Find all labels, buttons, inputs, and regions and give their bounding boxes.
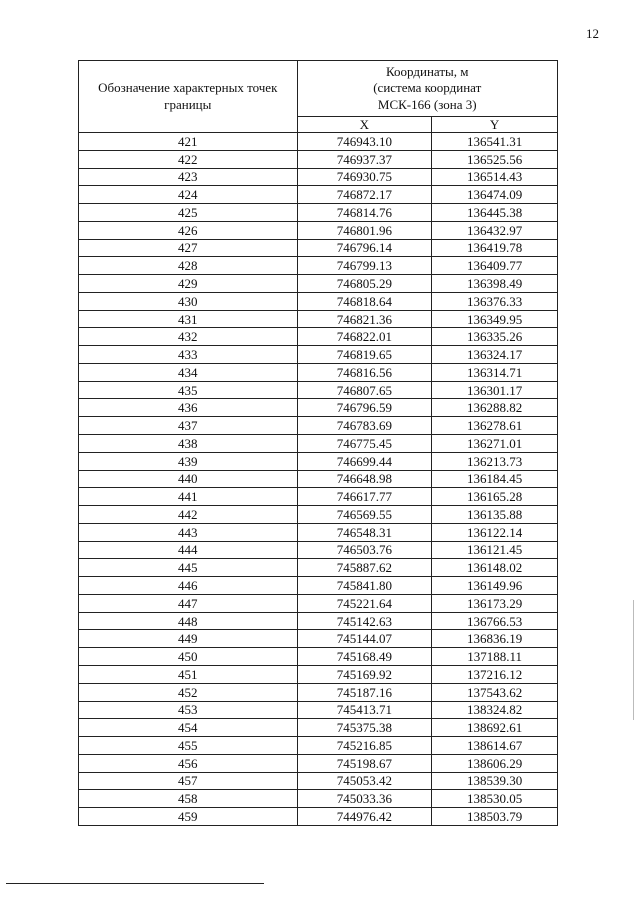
y-coordinate-cell: 136324.17	[432, 346, 558, 364]
x-coordinate-cell: 746805.29	[297, 275, 432, 293]
x-coordinate-cell: 745168.49	[297, 648, 432, 666]
point-number-cell: 425	[79, 204, 298, 222]
y-coordinate-cell: 136766.53	[432, 612, 558, 630]
point-number-cell: 459	[79, 808, 298, 826]
table-row	[79, 808, 558, 826]
table-row	[79, 488, 558, 506]
x-coordinate-cell: 745887.62	[297, 559, 432, 577]
point-number-cell: 432	[79, 328, 298, 346]
y-coordinate-cell: 137216.12	[432, 665, 558, 683]
header-x: X	[297, 117, 432, 133]
header-point-designation-text: Обозначение характерных точек границы	[98, 80, 278, 112]
y-coordinate-cell: 137543.62	[432, 683, 558, 701]
table-row	[79, 204, 558, 222]
y-coordinate-cell: 136474.09	[432, 186, 558, 204]
table-row	[79, 239, 558, 257]
y-coordinate-cell: 136122.14	[432, 523, 558, 541]
y-coordinate-cell: 136445.38	[432, 204, 558, 222]
table-row	[79, 790, 558, 808]
header-coords-line2: (система координат	[373, 80, 482, 96]
table-row	[79, 399, 558, 417]
x-coordinate-cell: 745187.16	[297, 683, 432, 701]
y-coordinate-cell: 138692.61	[432, 719, 558, 737]
x-coordinate-cell: 745221.64	[297, 594, 432, 612]
y-coordinate-cell: 138614.67	[432, 737, 558, 755]
y-coordinate-cell: 136409.77	[432, 257, 558, 275]
x-coordinate-cell: 746816.56	[297, 363, 432, 381]
table-row	[79, 701, 558, 719]
y-coordinate-cell: 136165.28	[432, 488, 558, 506]
table-row	[79, 221, 558, 239]
x-coordinate-cell: 745216.85	[297, 737, 432, 755]
point-number-cell: 458	[79, 790, 298, 808]
table-row	[79, 577, 558, 595]
scan-edge-line	[633, 600, 634, 720]
point-number-cell: 456	[79, 754, 298, 772]
x-coordinate-cell: 746822.01	[297, 328, 432, 346]
x-coordinate-cell: 745413.71	[297, 701, 432, 719]
y-coordinate-cell: 136525.56	[432, 150, 558, 168]
y-coordinate-cell: 136314.71	[432, 363, 558, 381]
point-number-cell: 423	[79, 168, 298, 186]
table-row	[79, 186, 558, 204]
point-number-cell: 444	[79, 541, 298, 559]
header-coords-line3: МСК-166 (зона 3)	[377, 96, 477, 112]
point-number-cell: 436	[79, 399, 298, 417]
x-coordinate-cell: 746818.64	[297, 292, 432, 310]
x-coordinate-cell: 745144.07	[297, 630, 432, 648]
y-coordinate-cell: 138503.79	[432, 808, 558, 826]
table-row	[79, 772, 558, 790]
y-coordinate-cell: 136149.96	[432, 577, 558, 595]
point-number-cell: 454	[79, 719, 298, 737]
x-coordinate-cell: 746937.37	[297, 150, 432, 168]
point-number-cell: 429	[79, 275, 298, 293]
point-number-cell: 439	[79, 452, 298, 470]
table-row	[79, 665, 558, 683]
y-coordinate-cell: 138606.29	[432, 754, 558, 772]
header-coordinates	[297, 61, 558, 117]
table-row	[79, 310, 558, 328]
point-number-cell: 447	[79, 594, 298, 612]
point-number-cell: 441	[79, 488, 298, 506]
point-number-cell: 445	[79, 559, 298, 577]
x-coordinate-cell: 745841.80	[297, 577, 432, 595]
point-number-cell: 452	[79, 683, 298, 701]
point-number-cell: 424	[79, 186, 298, 204]
x-coordinate-cell: 745198.67	[297, 754, 432, 772]
x-coordinate-cell: 746783.69	[297, 417, 432, 435]
table-row	[79, 754, 558, 772]
table-row	[79, 150, 558, 168]
table-row	[79, 168, 558, 186]
y-coordinate-cell: 136278.61	[432, 417, 558, 435]
point-number-cell: 443	[79, 523, 298, 541]
y-coordinate-cell: 136836.19	[432, 630, 558, 648]
x-coordinate-cell: 746699.44	[297, 452, 432, 470]
x-coordinate-cell: 746775.45	[297, 435, 432, 453]
y-coordinate-cell: 136432.97	[432, 221, 558, 239]
x-coordinate-cell: 746648.98	[297, 470, 432, 488]
point-number-cell: 428	[79, 257, 298, 275]
point-number-cell: 442	[79, 506, 298, 524]
x-coordinate-cell: 746821.36	[297, 310, 432, 328]
footnote-rule	[6, 883, 264, 884]
point-number-cell: 431	[79, 310, 298, 328]
x-coordinate-cell: 746617.77	[297, 488, 432, 506]
point-number-cell: 451	[79, 665, 298, 683]
page-number: 12	[586, 26, 599, 41]
table-row	[79, 452, 558, 470]
y-coordinate-cell: 136335.26	[432, 328, 558, 346]
point-number-cell: 421	[79, 133, 298, 151]
point-number-cell: 426	[79, 221, 298, 239]
y-coordinate-cell: 136213.73	[432, 452, 558, 470]
table-row	[79, 363, 558, 381]
x-coordinate-cell: 746807.65	[297, 381, 432, 399]
y-coordinate-cell: 136398.49	[432, 275, 558, 293]
y-coordinate-cell: 136288.82	[432, 399, 558, 417]
x-coordinate-cell: 746796.59	[297, 399, 432, 417]
table-row	[79, 506, 558, 524]
table-row	[79, 612, 558, 630]
table-row	[79, 719, 558, 737]
table-row	[79, 346, 558, 364]
y-coordinate-cell: 136514.43	[432, 168, 558, 186]
y-coordinate-cell: 138324.82	[432, 701, 558, 719]
table-row	[79, 541, 558, 559]
point-number-cell: 422	[79, 150, 298, 168]
header-coords-line1: Координаты, м	[386, 64, 469, 80]
x-coordinate-cell: 745053.42	[297, 772, 432, 790]
point-number-cell: 453	[79, 701, 298, 719]
point-number-cell: 449	[79, 630, 298, 648]
x-coordinate-cell: 745142.63	[297, 612, 432, 630]
table-body	[79, 133, 558, 826]
point-number-cell: 435	[79, 381, 298, 399]
header-point-designation	[79, 61, 298, 133]
y-coordinate-cell: 137188.11	[432, 648, 558, 666]
table-row	[79, 257, 558, 275]
point-number-cell: 446	[79, 577, 298, 595]
table-row	[79, 683, 558, 701]
y-coordinate-cell: 136148.02	[432, 559, 558, 577]
x-coordinate-cell: 746799.13	[297, 257, 432, 275]
x-coordinate-cell: 746872.17	[297, 186, 432, 204]
point-number-cell: 457	[79, 772, 298, 790]
x-coordinate-cell: 746548.31	[297, 523, 432, 541]
table-row	[79, 470, 558, 488]
table-row	[79, 417, 558, 435]
point-number-cell: 438	[79, 435, 298, 453]
y-coordinate-cell: 136271.01	[432, 435, 558, 453]
table-row	[79, 594, 558, 612]
point-number-cell: 437	[79, 417, 298, 435]
point-number-cell: 434	[79, 363, 298, 381]
y-coordinate-cell: 136301.17	[432, 381, 558, 399]
x-coordinate-cell: 746801.96	[297, 221, 432, 239]
table-row	[79, 381, 558, 399]
x-coordinate-cell: 746930.75	[297, 168, 432, 186]
table-row	[79, 275, 558, 293]
y-coordinate-cell: 136173.29	[432, 594, 558, 612]
y-coordinate-cell: 136121.45	[432, 541, 558, 559]
coordinates-table	[78, 60, 558, 826]
table-row	[79, 630, 558, 648]
table-row	[79, 292, 558, 310]
x-coordinate-cell: 745033.36	[297, 790, 432, 808]
x-coordinate-cell: 746814.76	[297, 204, 432, 222]
table-row	[79, 435, 558, 453]
point-number-cell: 455	[79, 737, 298, 755]
y-coordinate-cell: 136376.33	[432, 292, 558, 310]
x-coordinate-cell: 744976.42	[297, 808, 432, 826]
y-coordinate-cell: 136541.31	[432, 133, 558, 151]
y-coordinate-cell: 136349.95	[432, 310, 558, 328]
table-row	[79, 648, 558, 666]
table-row	[79, 559, 558, 577]
y-coordinate-cell: 136184.45	[432, 470, 558, 488]
header-y: Y	[432, 117, 558, 133]
x-coordinate-cell: 746569.55	[297, 506, 432, 524]
x-coordinate-cell: 745375.38	[297, 719, 432, 737]
table-row	[79, 737, 558, 755]
point-number-cell: 433	[79, 346, 298, 364]
point-number-cell: 427	[79, 239, 298, 257]
point-number-cell: 430	[79, 292, 298, 310]
x-coordinate-cell: 745169.92	[297, 665, 432, 683]
point-number-cell: 448	[79, 612, 298, 630]
y-coordinate-cell: 136135.88	[432, 506, 558, 524]
y-coordinate-cell: 138530.05	[432, 790, 558, 808]
x-coordinate-cell: 746819.65	[297, 346, 432, 364]
table-row	[79, 523, 558, 541]
y-coordinate-cell: 138539.30	[432, 772, 558, 790]
x-coordinate-cell: 746943.10	[297, 133, 432, 151]
x-coordinate-cell: 746796.14	[297, 239, 432, 257]
y-coordinate-cell: 136419.78	[432, 239, 558, 257]
table-row	[79, 328, 558, 346]
x-coordinate-cell: 746503.76	[297, 541, 432, 559]
table-row	[79, 133, 558, 151]
point-number-cell: 450	[79, 648, 298, 666]
point-number-cell: 440	[79, 470, 298, 488]
